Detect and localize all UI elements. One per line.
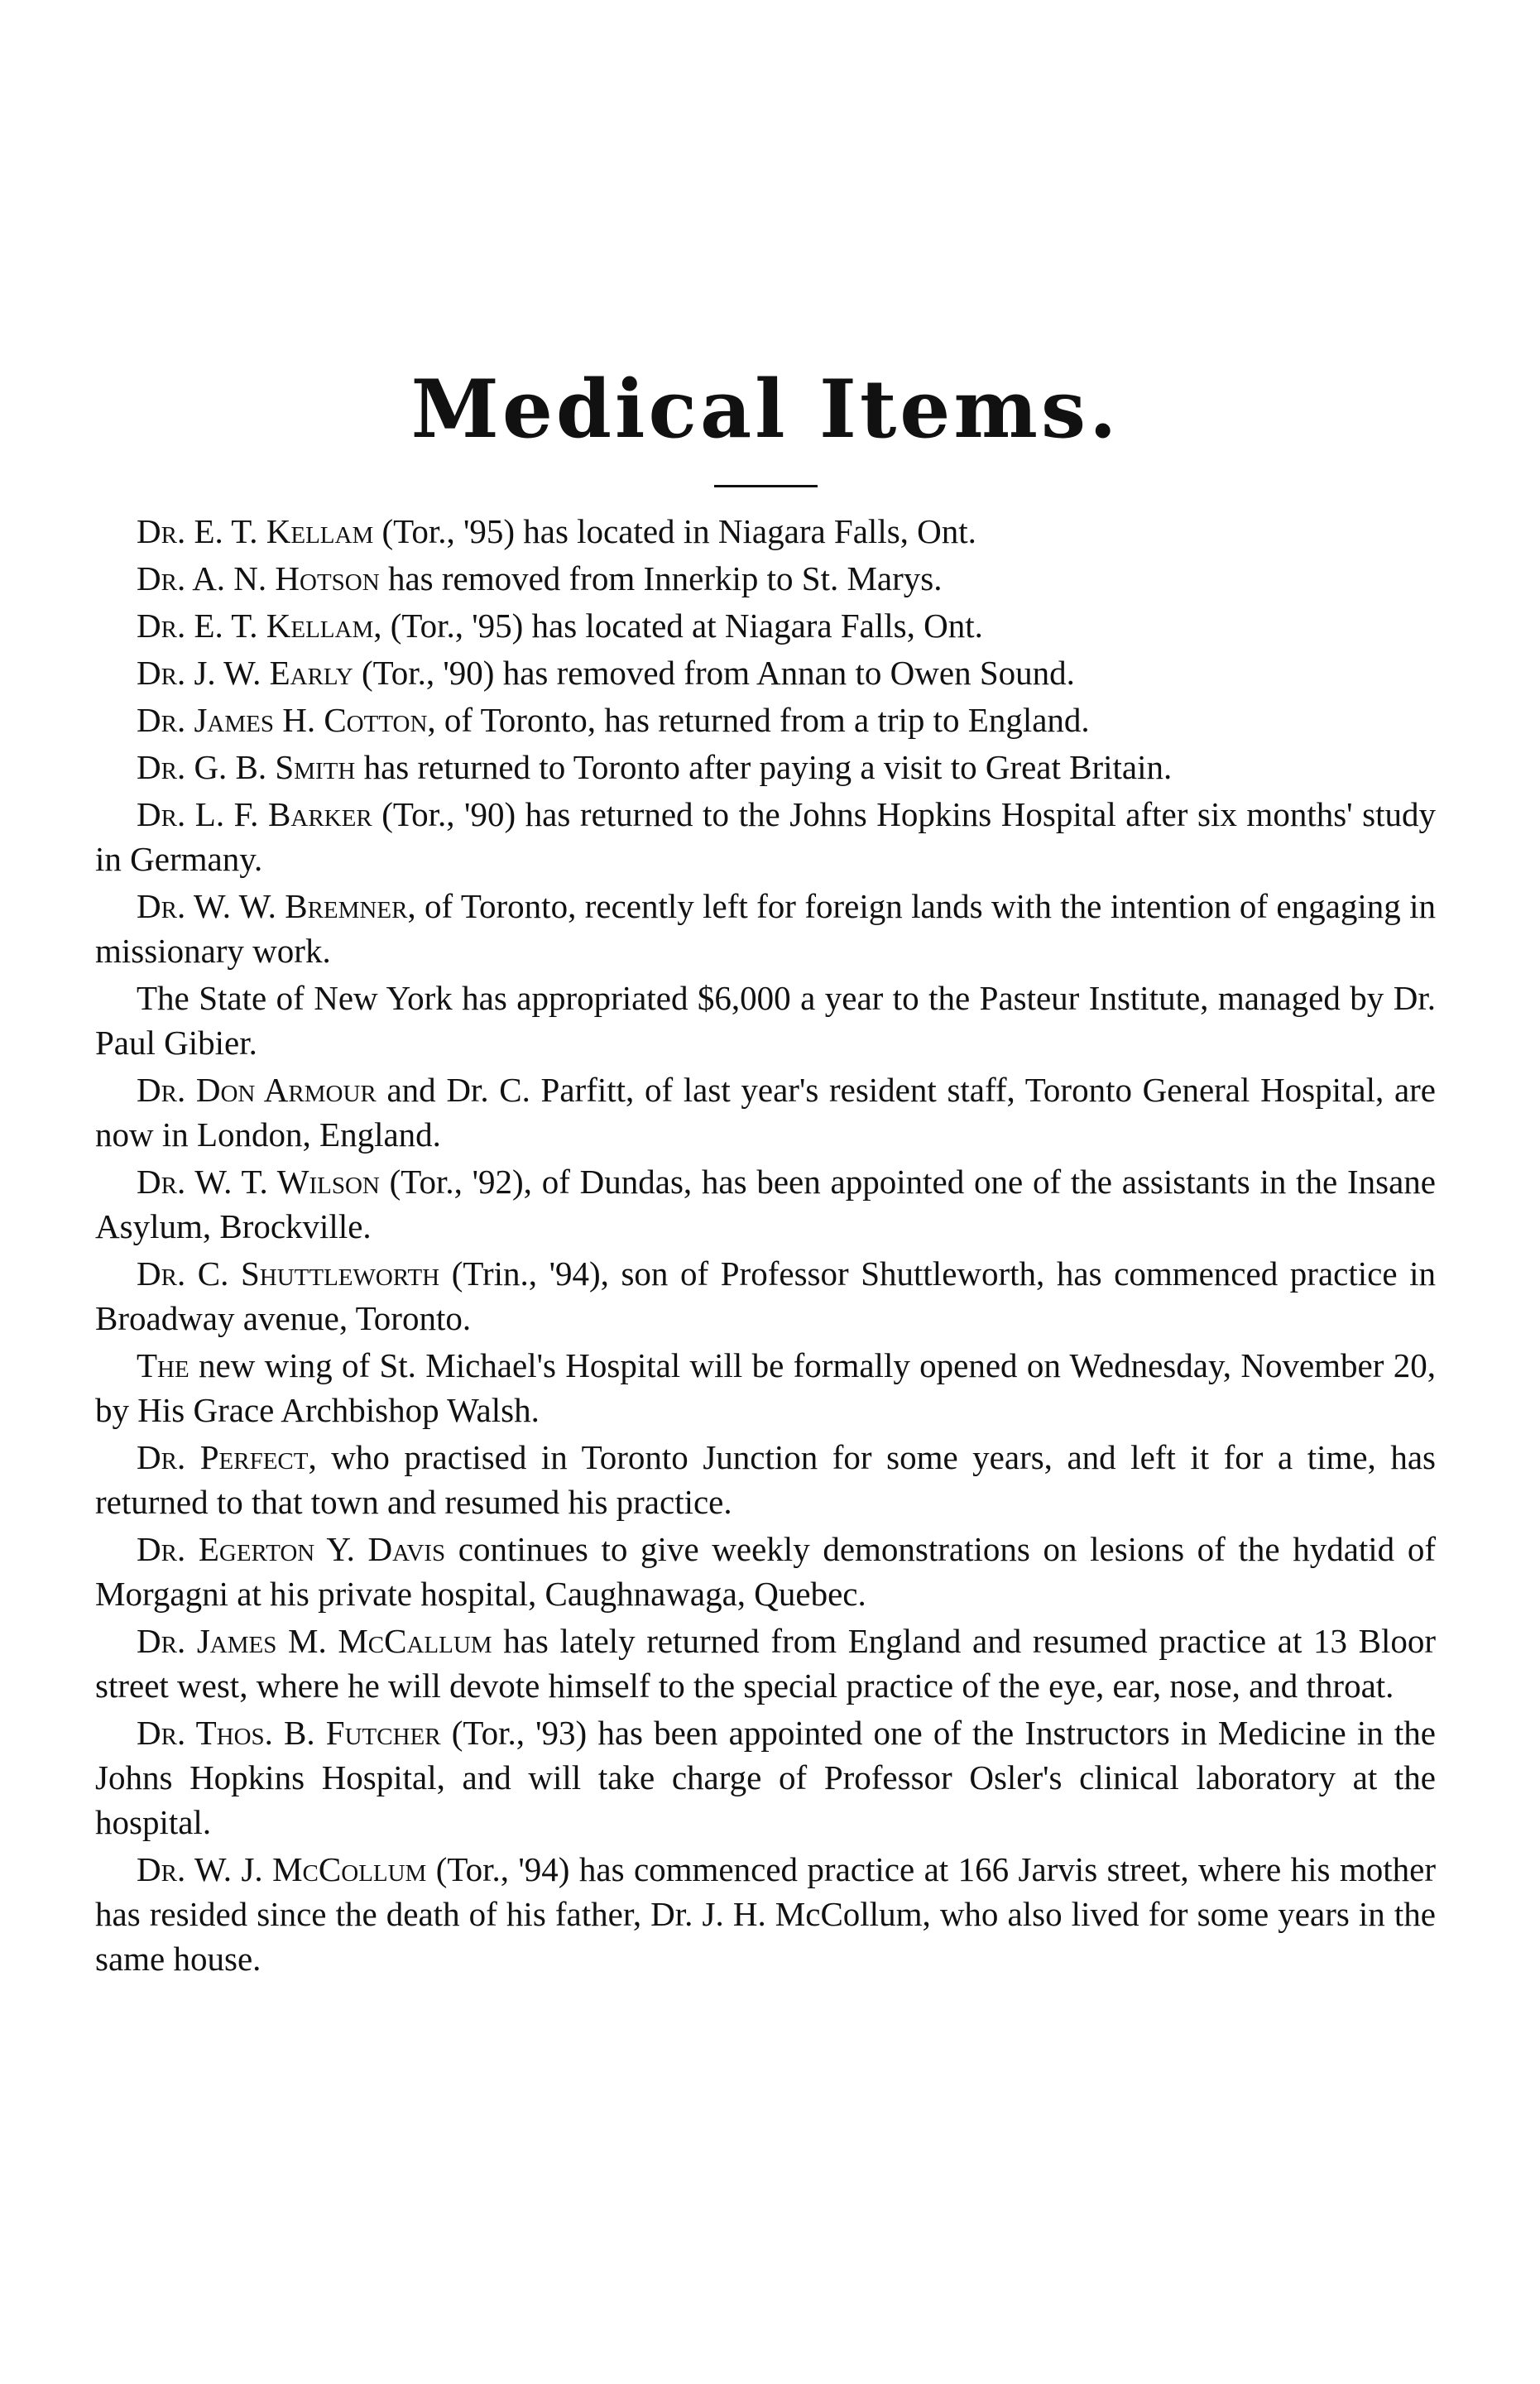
news-item-lead: Dr. Egerton Y. Davis [137, 1530, 446, 1569]
news-item-lead: Dr. James M. McCallum [137, 1622, 492, 1661]
news-items-list [95, 509, 1436, 1981]
news-item [95, 745, 1436, 789]
news-item-text: of Toronto, recently left for foreign lands with the intention of engaging in missionary work. [95, 887, 1436, 971]
news-item [95, 1619, 1436, 1708]
news-item-text: who practised in Toronto Junction for some years, and left it for a time, has returned to that town and resumed his practice. [95, 1438, 1436, 1522]
news-item-lead: Dr. Perfect, [137, 1438, 317, 1477]
news-item-text: of Toronto, has returned from a trip to England. [435, 701, 1090, 740]
news-item [95, 1710, 1436, 1844]
news-item-lead: Dr. C. Shuttleworth [137, 1254, 440, 1293]
news-item [95, 792, 1436, 881]
news-item-text: (Tor., '95) has located at Niagara Falls, Ont. [381, 607, 983, 645]
news-item [95, 1251, 1436, 1341]
news-item-text: (Tor., '90) has removed from Annan to Owen Sound. [353, 654, 1075, 693]
news-item-text: has returned to Toronto after paying a visit to Great Britain. [355, 748, 1173, 787]
news-item-text: (Tor., '92), of Dundas, has been appointed one of the assistants in the Insane Asylum, Brockville. [95, 1163, 1436, 1246]
news-item-lead: Dr. W. W. Bremner, [137, 887, 416, 926]
news-item-text: has lately returned from England and resumed practice at 13 Bloor street west, where he will devote himself to the special practice of the eye, ear, nose, and throat. [95, 1622, 1436, 1705]
title-divider [714, 485, 818, 487]
news-item [95, 1343, 1436, 1432]
news-item-text: (Tor., '93) has been appointed one of the Instructors in Medicine in the Johns Hopkins Hospital, and will take charge of Professor Osler's clinical laboratory at the hospital. [95, 1714, 1436, 1842]
news-item-text: new wing of St. Michael's Hospital will be formally opened on Wednesday, November 20, by His Grace Archbishop Walsh. [95, 1346, 1436, 1430]
news-item [95, 1527, 1436, 1616]
news-item [95, 603, 1436, 648]
news-item-text: (Tor., '94) has commenced practice at 166 Jarvis street, where his mother has resided since the death of his father, Dr. J. H. McCollum, who also lived for some years in the same house. [95, 1850, 1436, 1979]
news-item [95, 650, 1436, 695]
news-item-lead: Dr. W. J. McCollum [137, 1850, 427, 1889]
news-item-lead: Dr. James H. Cotton, [137, 701, 436, 740]
news-item-text: (Trin., '94), son of Professor Shuttleworth, has commenced practice in Broadway avenue, Toronto. [95, 1254, 1436, 1338]
news-item-lead: Dr. E. T. Kellam, [137, 607, 382, 645]
page [95, 364, 1436, 1983]
news-item-lead: Dr. Don Armour [137, 1071, 377, 1110]
news-item-text: (Tor., '90) has returned to the Johns Hopkins Hospital after six months' study in Germany. [95, 795, 1436, 879]
news-item [95, 1847, 1436, 1981]
news-item-lead: Dr. G. B. Smith [137, 748, 356, 787]
news-item [95, 556, 1436, 601]
news-item [95, 509, 1436, 554]
news-item-text: has removed from Innerkip to St. Marys. [379, 559, 943, 598]
news-item [95, 884, 1436, 973]
news-item [95, 1159, 1436, 1249]
news-item [95, 1435, 1436, 1524]
page-title: Medical Items. [410, 362, 1120, 456]
news-item [95, 1067, 1436, 1157]
news-item [95, 976, 1436, 1065]
news-item-text: continues to give weekly demonstrations on lesions of the hydatid of Morgagni at his private hospital, Caughnawaga, Quebec. [95, 1530, 1436, 1614]
news-item-lead: Dr. W. T. Wilson [137, 1163, 380, 1202]
news-item-lead: Dr. L. F. Barker [137, 795, 372, 834]
news-item-text: and Dr. C. Parfitt, of last year's resident staff, Toronto General Hospital, are now in London, England. [95, 1071, 1436, 1154]
news-item-lead: Dr. Thos. B. Futcher [137, 1714, 441, 1753]
news-item [95, 698, 1436, 742]
news-item-lead: Dr. E. T. Kellam [137, 512, 374, 551]
news-item-lead: Dr. A. N. Hotson [137, 559, 380, 598]
news-item-text: The State of New York has appropriated $6,000 a year to the Pasteur Institute, managed by Dr. Paul Gibier. [95, 979, 1436, 1062]
news-item-lead: Dr. J. W. Early [137, 654, 353, 693]
news-item-text: (Tor., '95) has located in Niagara Falls, Ont. [373, 512, 976, 551]
news-item-lead: The [137, 1346, 190, 1385]
